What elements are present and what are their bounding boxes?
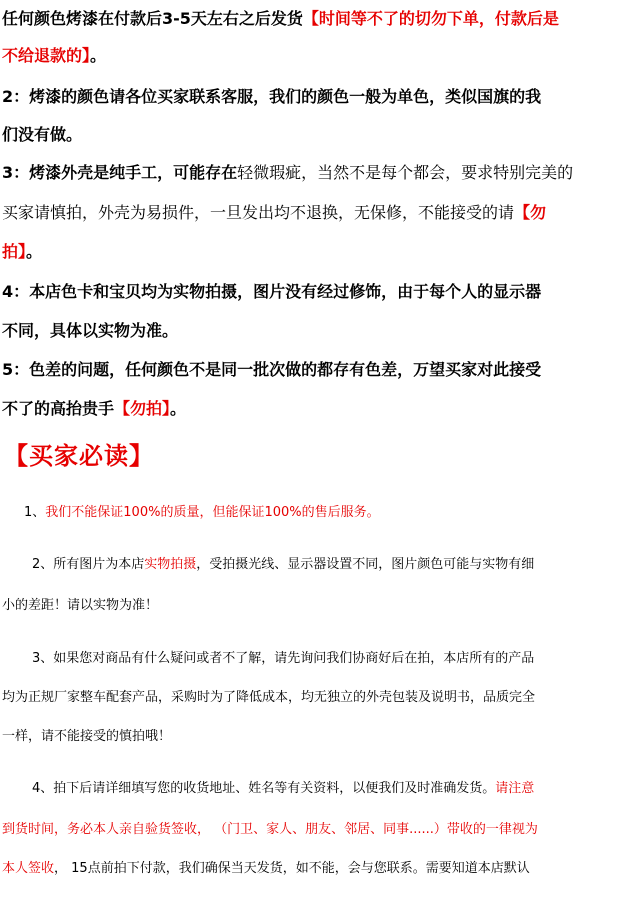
top-line-8: 4：本店色卡和宝贝均为实物拍摄，图片没有经过修饰，由于每个人的显示器 bbox=[2, 282, 542, 301]
note-4-line-2: 到货时间，务必本人亲自验货签收， （门卫、家人、朋友、邻居、同事......）带收的一律视为 bbox=[2, 822, 538, 837]
top-line-9: 不同，具体以实物为准。 bbox=[2, 321, 179, 340]
note-1-number: 1、 bbox=[24, 505, 46, 520]
note-3-line-3: 一样，请不能接受的慎拍哦！ bbox=[2, 729, 172, 744]
period: 。 bbox=[170, 399, 187, 418]
note-4-line-3 bbox=[2, 857, 620, 876]
note-3-line-2: 均为正规厂家整车配套产品，采购时为了降低成本，均无独立的外壳包装及说明书，品质完全 bbox=[2, 690, 536, 705]
item3-regular-cont: 买家请慎拍，外壳为易损件，一旦发出均不退换，无保修，不能接受的请 bbox=[2, 203, 515, 222]
note-2-red: 实物拍摄 bbox=[144, 557, 197, 572]
item3-regular: 轻微瑕疵，当然不是每个都会，要求特别完美的 bbox=[237, 163, 574, 182]
note-2-line-2: 小的差距！请以实物为准！ bbox=[2, 598, 159, 613]
note-4-line-1 bbox=[32, 777, 620, 796]
warning-red-text: 【时间等不了的切勿下单，付款后是 bbox=[302, 9, 559, 28]
top-line-4: 们没有做。 bbox=[2, 125, 83, 144]
top-line-11 bbox=[2, 396, 620, 419]
top-line-10: 5：色差的问题，任何颜色不是同一批次做的都存有色差，万望买家对此接受 bbox=[2, 360, 542, 379]
note-2-b: ，受拍摄光线、显示器设置不同，图片颜色可能与实物有细 bbox=[196, 557, 535, 572]
top-line-3: 2：烤漆的颜色请各位买家联系客服，我们的颜色一般为单色，类似国旗的我 bbox=[2, 87, 542, 106]
item5-end: 不了的高抬贵手 bbox=[2, 399, 115, 418]
ship-time-text: 任何颜色烤漆在付款后3-5天左右之后发货 bbox=[2, 9, 303, 28]
note-2-line-1 bbox=[32, 553, 620, 572]
do-not-buy-red: 【勿 bbox=[514, 203, 547, 222]
note-4-b: ， 15点前拍下付款，我们确保当天发货，如不能，会与您联系。需要知道本店默认 bbox=[54, 861, 530, 876]
note-2-a: 2、所有图片为本店 bbox=[32, 557, 145, 572]
period: 。 bbox=[26, 242, 43, 261]
warning-red-text-cont: 不给退款的】 bbox=[2, 46, 91, 65]
note-4-red-3: 本人签收 bbox=[2, 861, 55, 876]
do-not-buy-red-cont: 拍】 bbox=[2, 242, 27, 261]
period: 。 bbox=[90, 46, 107, 65]
note-1-red: 我们不能保证100%的质量，但能保证100%的售后服务。 bbox=[45, 505, 380, 520]
note-1 bbox=[24, 501, 620, 520]
item3-bold: 3：烤漆外壳是纯手工，可能存在 bbox=[2, 163, 238, 182]
note-4-a: 4、拍下后请详细填写您的收货地址、姓名等有关资料，以便我们及时准确发货。 bbox=[32, 781, 496, 796]
buyer-must-read-heading: 【买家必读】 bbox=[4, 442, 154, 470]
top-line-5 bbox=[2, 160, 620, 183]
note-3-line-1: 3、如果您对商品有什么疑问或者不了解，请先询问我们协商好后在拍，本店所有的产品 bbox=[32, 651, 535, 666]
top-line-2 bbox=[2, 43, 620, 66]
top-line-1 bbox=[2, 6, 620, 29]
top-line-6 bbox=[2, 200, 620, 223]
do-not-buy-red-2: 【勿拍】 bbox=[114, 399, 171, 418]
note-4-red-1: 请注意 bbox=[495, 781, 535, 796]
top-line-7 bbox=[2, 239, 620, 262]
